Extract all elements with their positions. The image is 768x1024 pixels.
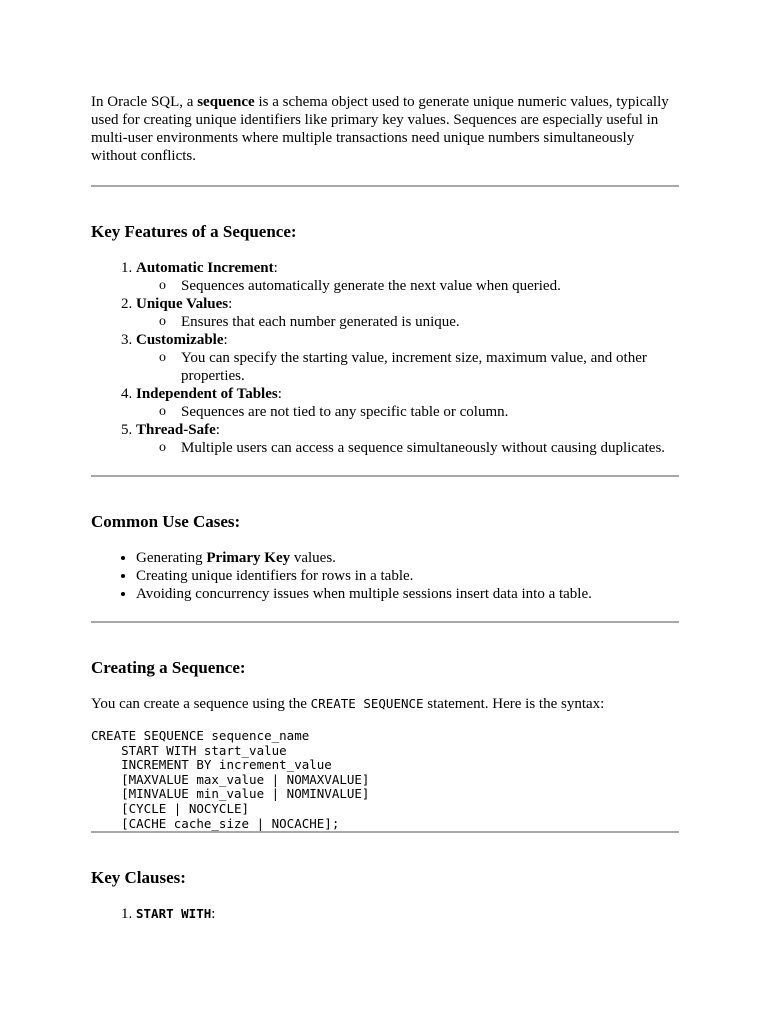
creating-paragraph bbox=[91, 695, 679, 713]
clause-suffix: : bbox=[211, 906, 216, 923]
intro-prefix: In Oracle SQL, a bbox=[91, 94, 198, 110]
divider bbox=[91, 831, 679, 833]
feature-item: 4. Independent of Tables: o Sequences are not tied to any specific table or column. bbox=[136, 385, 679, 421]
clauses-heading: Key Clauses: bbox=[91, 868, 186, 888]
divider bbox=[91, 621, 679, 623]
use-cases-heading: Common Use Cases: bbox=[91, 512, 241, 531]
feature-detail: o Sequences are not tied to any specific table or column. bbox=[181, 403, 679, 421]
feature-sublist bbox=[136, 277, 679, 295]
feature-detail: o Multiple users can access a sequence simultaneously without causing duplicates. bbox=[181, 439, 679, 457]
use-case-prefix: Generating bbox=[136, 550, 207, 566]
feature-detail: o Ensures that each number generated is unique. bbox=[181, 313, 679, 331]
use-cases-list bbox=[91, 549, 679, 603]
creating-text-prefix: You can create a sequence using the bbox=[91, 696, 311, 712]
feature-sublist bbox=[136, 349, 679, 385]
feature-title: Independent of Tables bbox=[136, 386, 278, 402]
clauses-list bbox=[91, 905, 679, 923]
clause-keyword: START WITH bbox=[136, 906, 212, 922]
divider bbox=[91, 185, 679, 187]
feature-sublist bbox=[136, 439, 679, 457]
intro-paragraph bbox=[91, 93, 679, 165]
features-heading: Key Features of a Sequence: bbox=[91, 222, 297, 241]
feature-item: 2. Unique Values: o Ensures that each number generated is unique. bbox=[136, 295, 679, 331]
feature-detail: o Sequences automatically generate the next value when queried. bbox=[181, 277, 679, 295]
intro-bold-term: sequence bbox=[197, 94, 255, 110]
divider bbox=[91, 475, 679, 477]
feature-item: 5. Thread-Safe: o Multiple users can access a sequence simultaneously without causing duplicates. bbox=[136, 421, 679, 457]
use-case-item bbox=[136, 549, 679, 567]
syntax-code-block: CREATE SEQUENCE sequence_name START WITH start_value INCREMENT BY increment_value [MAXVALUE max_value | NOMAXVALUE] [MINVALUE min_value | NOMINVALUE] [CYCLE | NOCYCLE] [CACHE cache_size | NOCACHE]; bbox=[91, 728, 370, 831]
use-case-suffix: values. bbox=[290, 550, 336, 566]
feature-item: 3. Customizable: o You can specify the starting value, increment size, maximum value, and other properties. bbox=[136, 331, 679, 385]
feature-title: Automatic Increment bbox=[136, 260, 274, 276]
creating-inline-code: CREATE SEQUENCE bbox=[310, 696, 424, 711]
features-list bbox=[91, 259, 679, 457]
document-content bbox=[91, 93, 679, 923]
feature-title: Customizable bbox=[136, 332, 224, 348]
use-case-item: • Creating unique identifiers for rows in a table. bbox=[136, 567, 679, 585]
feature-title: Thread-Safe bbox=[136, 422, 216, 438]
feature-item: 1. Automatic Increment: o Sequences automatically generate the next value when queried. bbox=[136, 259, 679, 295]
feature-detail: o You can specify the starting value, increment size, maximum value, and other properties. bbox=[181, 349, 679, 385]
clause-item bbox=[136, 905, 679, 923]
creating-text-suffix: statement. Here is the syntax: bbox=[423, 696, 605, 712]
feature-title: Unique Values bbox=[136, 296, 229, 312]
intro-suffix: is a schema object used to generate unique numeric values, typically used for creating unique identifiers like primary key values. Sequences are especially useful in multi-user environments where multiple transactions need unique numbers simultaneously without conflicts. bbox=[91, 94, 669, 164]
use-case-bold: Primary Key bbox=[206, 550, 291, 566]
feature-sublist bbox=[136, 313, 679, 331]
creating-heading: Creating a Sequence: bbox=[91, 658, 246, 677]
use-case-item: • Avoiding concurrency issues when multiple sessions insert data into a table. bbox=[136, 585, 679, 603]
feature-sublist bbox=[136, 403, 679, 421]
